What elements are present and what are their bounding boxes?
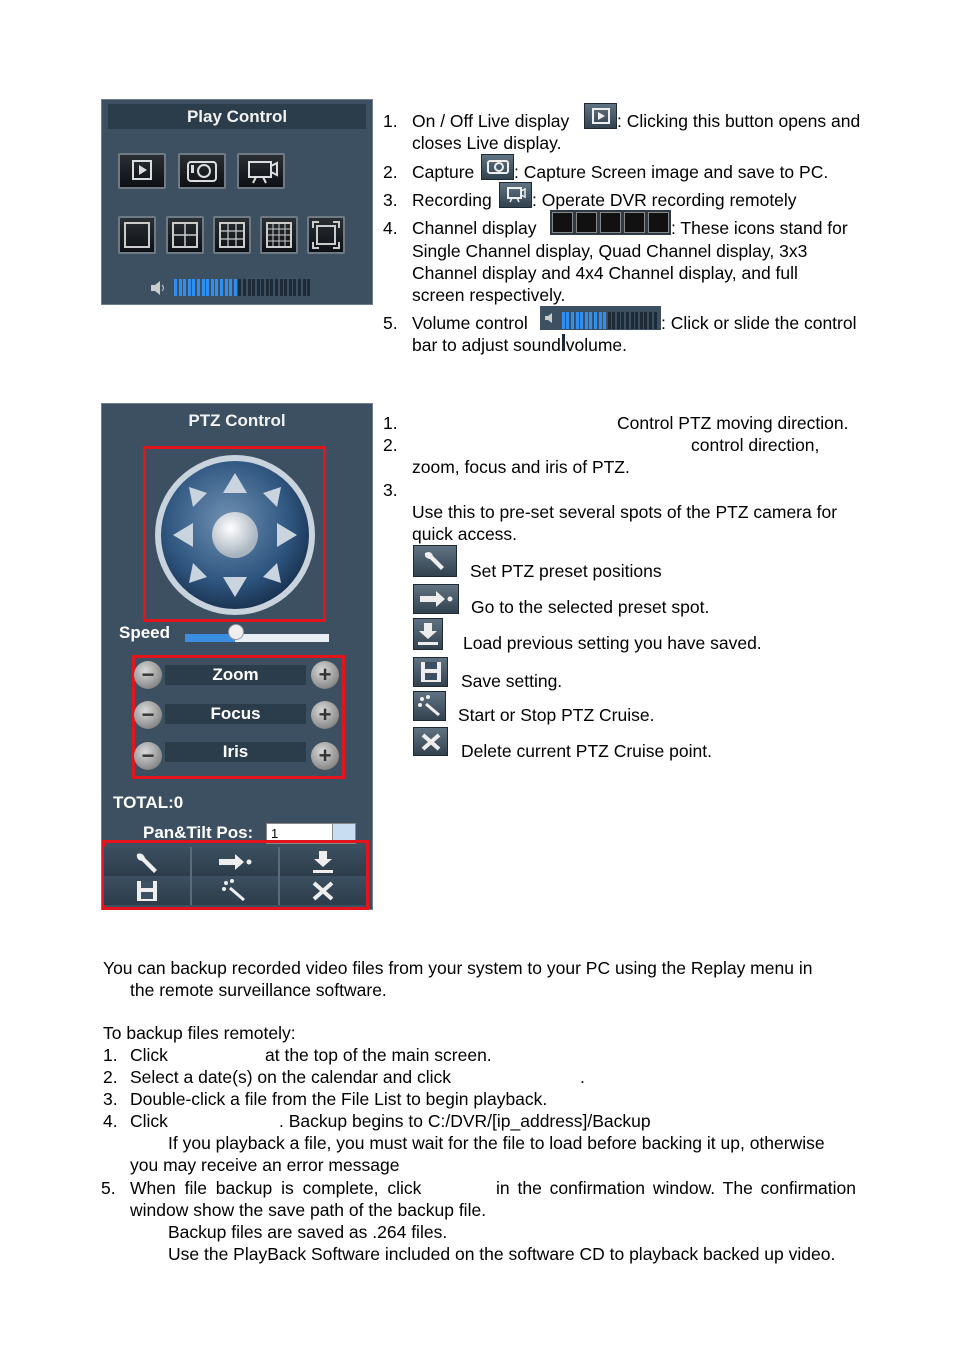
item-number: 2. bbox=[383, 435, 398, 455]
step-number: 5. bbox=[101, 1178, 116, 1198]
item-live-lead: On / Off Live display bbox=[412, 111, 570, 131]
volume-bar-segment bbox=[179, 279, 182, 296]
volume-bar-segment bbox=[238, 279, 241, 296]
speaker-icon bbox=[148, 278, 168, 298]
delete-icon bbox=[413, 727, 448, 756]
volume-bar-segment bbox=[257, 279, 260, 296]
step-number: 2. bbox=[103, 1067, 118, 1087]
step-1-b: at the top of the main screen. bbox=[265, 1045, 492, 1065]
volume-bar-segment bbox=[576, 312, 579, 329]
step-4-b: . Backup begins to C:/DVR/[ip_address]/Backup bbox=[279, 1111, 651, 1131]
volume-bar-segment bbox=[202, 279, 205, 296]
item-record-lead: Recording bbox=[412, 190, 492, 210]
item-volume-desc: : Click or slide the control bbox=[661, 313, 857, 333]
volume-bar-segment bbox=[626, 312, 629, 329]
volume-bar-segment bbox=[603, 312, 606, 329]
item-number: 3. bbox=[383, 480, 398, 500]
item-channel-desc2: Single Channel display, Quad Channel display, 3x3 bbox=[412, 241, 808, 261]
item-volume-desc2: bar to adjust sound volume. bbox=[412, 335, 627, 355]
zoom-label: Zoom bbox=[165, 665, 306, 685]
item-record-desc: : Operate DVR recording remotely bbox=[532, 190, 797, 210]
load-icon bbox=[309, 849, 337, 875]
cruise-icon bbox=[220, 878, 250, 904]
step-2-a: Select a date(s) on the calendar and click bbox=[130, 1067, 452, 1087]
set-preset-button[interactable] bbox=[104, 847, 192, 876]
step-1-a: Click bbox=[130, 1045, 168, 1065]
focus-plus-button[interactable]: + bbox=[311, 701, 339, 729]
volume-bar-segment bbox=[599, 312, 602, 329]
volume-bar-segment bbox=[562, 312, 565, 329]
volume-bar-segment bbox=[225, 279, 228, 296]
backup-intro-cont: the remote surveillance software. bbox=[130, 980, 387, 1000]
volume-bar-segment bbox=[280, 279, 283, 296]
channel-display-inline-icons bbox=[550, 210, 671, 235]
play-control-panel bbox=[101, 99, 373, 305]
item-number: 1. bbox=[383, 111, 398, 131]
item-volume-lead: Volume control bbox=[412, 313, 528, 333]
note-3: Use the PlayBack Software included on the software CD to playback backed up video. bbox=[168, 1244, 836, 1264]
tool-delete-desc: Delete current PTZ Cruise point. bbox=[461, 741, 712, 761]
step-4-a: Click bbox=[130, 1111, 168, 1131]
live-display-button[interactable] bbox=[118, 153, 166, 189]
backup-heading: To backup files remotely: bbox=[103, 1023, 296, 1043]
volume-bar-segment bbox=[589, 312, 592, 329]
iris-minus-button[interactable]: − bbox=[134, 742, 162, 770]
volume-slider[interactable] bbox=[174, 279, 312, 296]
volume-bar-segment bbox=[183, 279, 186, 296]
cruise-button[interactable] bbox=[192, 876, 280, 905]
wrench-icon bbox=[413, 545, 457, 577]
volume-bar-segment bbox=[612, 312, 615, 329]
focus-minus-button[interactable]: − bbox=[134, 701, 162, 729]
tool-save-desc: Save setting. bbox=[461, 671, 563, 691]
iris-plus-button[interactable]: + bbox=[311, 742, 339, 770]
note-2: Backup files are saved as .264 files. bbox=[168, 1222, 448, 1242]
item-live-desc: : Clicking this button opens and bbox=[617, 111, 861, 131]
speed-slider[interactable] bbox=[185, 634, 329, 642]
step-number: 1. bbox=[103, 1045, 118, 1065]
volume-bar-segment bbox=[580, 312, 583, 329]
load-preset-button[interactable] bbox=[280, 847, 366, 876]
step-3: Double-click a file from the File List to begin playback. bbox=[130, 1089, 548, 1109]
volume-bar-segment bbox=[243, 279, 246, 296]
record-inline-icon bbox=[499, 182, 532, 208]
volume-bar-segment bbox=[289, 279, 292, 296]
volume-bar-segment bbox=[197, 279, 200, 296]
step-number: 3. bbox=[103, 1089, 118, 1109]
play-control-title: Play Control bbox=[108, 104, 366, 129]
ptz-item-1-desc: Control PTZ moving direction. bbox=[617, 413, 849, 433]
volume-bar-segment bbox=[585, 312, 588, 329]
volume-bar-segment bbox=[608, 312, 611, 329]
pantilt-label: Pan&Tilt Pos: bbox=[143, 823, 254, 842]
volume-bar-segment bbox=[635, 312, 638, 329]
volume-bar-segment bbox=[566, 312, 569, 329]
zoom-out-button[interactable]: − bbox=[134, 661, 162, 689]
speed-label: Speed bbox=[119, 623, 171, 642]
volume-bar-segment bbox=[220, 279, 223, 296]
volume-bar-segment bbox=[303, 279, 306, 296]
volume-bar-segment bbox=[284, 279, 287, 296]
ptz-item-2-desc: control direction, bbox=[691, 435, 820, 455]
tool-cruise-desc: Start or Stop PTZ Cruise. bbox=[458, 705, 655, 725]
volume-inline-icon bbox=[540, 306, 661, 330]
ptz-item-2-desc2: zoom, focus and iris of PTZ. bbox=[412, 457, 630, 477]
volume-bar-segment bbox=[307, 279, 310, 296]
wrench-icon bbox=[133, 850, 161, 874]
cruise-icon bbox=[413, 691, 446, 721]
nine-grid-icon bbox=[215, 218, 249, 252]
volume-bar-segment bbox=[631, 312, 634, 329]
step-number: 4. bbox=[103, 1111, 118, 1131]
volume-bar-segment bbox=[621, 312, 624, 329]
single-channel-button[interactable] bbox=[118, 216, 156, 254]
sixteen-grid-icon bbox=[262, 218, 296, 252]
live-display-inline-icon bbox=[584, 103, 617, 129]
volume-bar-segment bbox=[293, 279, 296, 296]
save-icon bbox=[413, 657, 448, 687]
play-icon bbox=[120, 155, 164, 187]
item-capture-lead: Capture bbox=[412, 162, 475, 182]
item-number: 3. bbox=[383, 190, 398, 210]
volume-bar-segment bbox=[192, 279, 195, 296]
item-capture-desc: : Capture Screen image and save to PC. bbox=[514, 162, 829, 182]
quad-channel-button[interactable] bbox=[166, 216, 204, 254]
item-channel-desc3: Channel display and 4x4 Channel display, and full bbox=[412, 263, 798, 283]
item-channel-desc4: screen respectively. bbox=[412, 285, 566, 305]
step-5-a: When file backup is complete, click bbox=[130, 1178, 422, 1198]
goto-preset-button[interactable] bbox=[192, 847, 280, 876]
item-live-desc2: closes Live display. bbox=[412, 133, 562, 153]
volume-bar-segment bbox=[640, 312, 643, 329]
ptz-item-3-desc2: quick access. bbox=[412, 524, 518, 544]
record-button[interactable] bbox=[237, 153, 285, 189]
fullscreen-icon bbox=[309, 218, 343, 252]
volume-bar-segment bbox=[206, 279, 209, 296]
delete-icon bbox=[310, 879, 336, 903]
volume-bar-segment bbox=[215, 279, 218, 296]
capture-button[interactable] bbox=[178, 153, 226, 189]
quad-grid-icon bbox=[168, 218, 202, 252]
sixteen-channel-button[interactable] bbox=[260, 216, 298, 254]
volume-bar-segment bbox=[252, 279, 255, 296]
backup-intro: You can backup recorded video files from your system to your PC using the Replay menu in bbox=[103, 958, 813, 978]
focus-label: Focus bbox=[165, 704, 306, 724]
volume-bar-segment bbox=[275, 279, 278, 296]
item-number: 4. bbox=[383, 218, 398, 238]
volume-bar-segment bbox=[594, 312, 597, 329]
preset-tools-row-2 bbox=[104, 876, 366, 905]
save-icon bbox=[133, 879, 161, 903]
volume-bar-segment bbox=[266, 279, 269, 296]
fullscreen-button[interactable] bbox=[307, 216, 345, 254]
item-number: 5. bbox=[383, 313, 398, 333]
volume-bar-segment bbox=[617, 312, 620, 329]
goto-arrow-icon bbox=[413, 584, 459, 614]
single-grid-icon bbox=[120, 218, 154, 252]
save-preset-button[interactable] bbox=[104, 876, 192, 905]
volume-bar-segment bbox=[174, 279, 177, 296]
direction-pad[interactable] bbox=[153, 453, 317, 617]
pantilt-value: 1 bbox=[271, 826, 279, 841]
preset-tools-row-1 bbox=[104, 847, 366, 876]
item-channel-lead: Channel display bbox=[412, 218, 537, 238]
volume-bar-segment bbox=[298, 279, 301, 296]
nine-channel-button[interactable] bbox=[213, 216, 251, 254]
video-camera-icon bbox=[239, 155, 283, 187]
load-icon bbox=[413, 618, 443, 650]
volume-bar-segment bbox=[188, 279, 191, 296]
step-2-b: . bbox=[580, 1067, 585, 1087]
volume-bar-segment bbox=[211, 279, 214, 296]
volume-bar-segment bbox=[571, 312, 574, 329]
tool-set-preset-desc: Set PTZ preset positions bbox=[470, 561, 662, 581]
volume-bar-segment bbox=[261, 279, 264, 296]
volume-bar-segment bbox=[649, 312, 652, 329]
volume-bar-segment bbox=[234, 279, 237, 296]
tool-load-desc: Load previous setting you have saved. bbox=[463, 633, 762, 653]
camera-icon bbox=[180, 155, 224, 187]
tool-goto-desc: Go to the selected preset spot. bbox=[471, 597, 710, 617]
item-number: 2. bbox=[383, 162, 398, 182]
volume-bar-segment bbox=[644, 312, 647, 329]
step-5-c: window show the save path of the backup file. bbox=[130, 1200, 487, 1220]
volume-bar-segment bbox=[229, 279, 232, 296]
ptz-item-3-desc: Use this to pre-set several spots of the PTZ camera for bbox=[412, 502, 838, 522]
volume-bar-segment bbox=[270, 279, 273, 296]
delete-cruise-button[interactable] bbox=[280, 876, 366, 905]
step-5-b: in the confirmation window. The confirmation bbox=[496, 1178, 856, 1198]
note-1: If you playback a file, you must wait for the file to load before backing it up, otherwise bbox=[168, 1133, 825, 1153]
item-channel-desc: : These icons stand for bbox=[671, 218, 848, 238]
volume-bar-segment bbox=[654, 312, 657, 329]
iris-label: Iris bbox=[165, 742, 306, 762]
item-number: 1. bbox=[383, 413, 398, 433]
goto-arrow-icon bbox=[217, 850, 253, 874]
total-label: TOTAL:0 bbox=[113, 793, 184, 812]
zoom-in-button[interactable]: + bbox=[311, 661, 339, 689]
volume-bar-segment bbox=[248, 279, 251, 296]
capture-inline-icon bbox=[481, 154, 514, 180]
ptz-control-title: PTZ Control bbox=[188, 411, 286, 430]
note-1-cont: you may receive an error message bbox=[130, 1155, 400, 1175]
